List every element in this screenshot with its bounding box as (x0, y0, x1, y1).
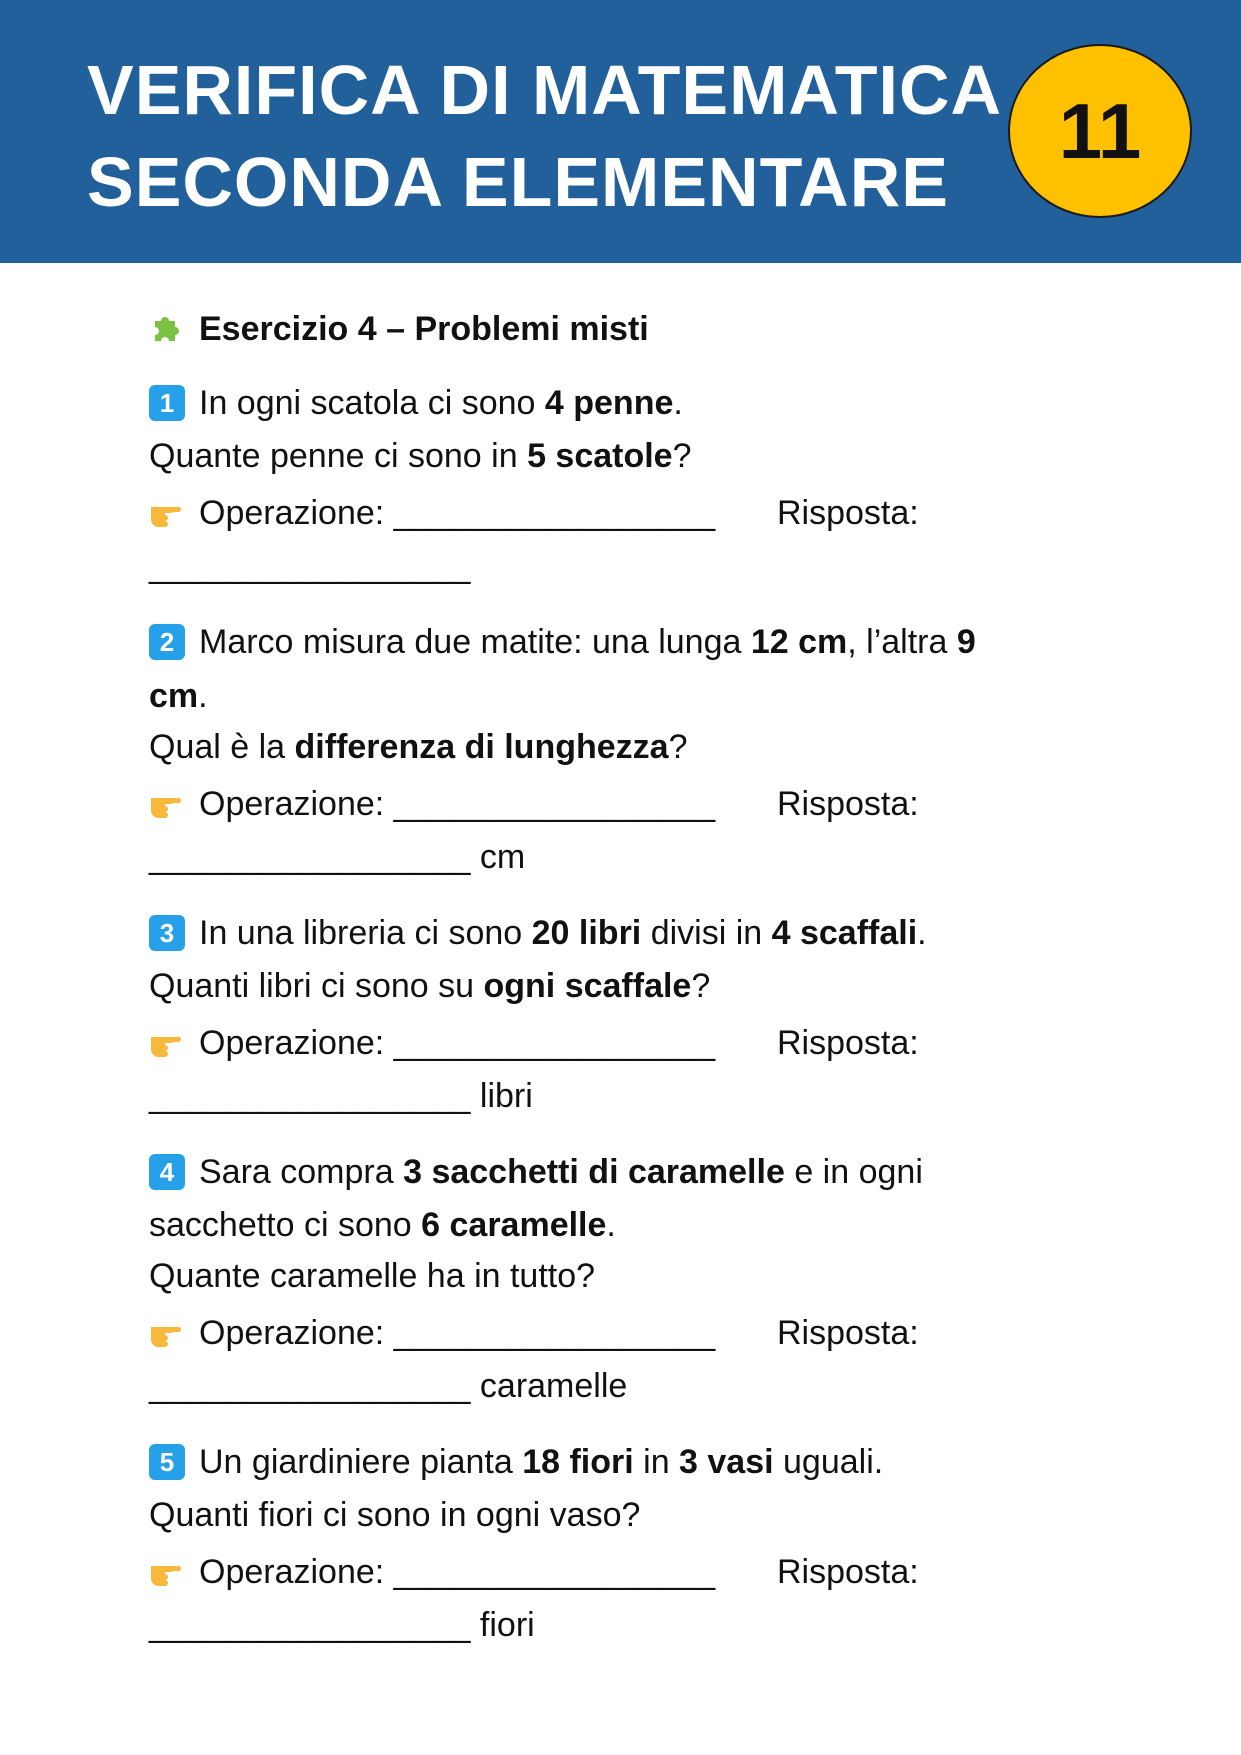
operation-label: Operazione: (199, 785, 394, 823)
unit-label: cm (470, 838, 526, 876)
problem-3-answer-field-row (149, 1073, 533, 1119)
problem-5-line-1: 5 Un giardiniere pianta 18 fiori in 3 vasi uguali. (149, 1439, 883, 1485)
answer-label: Risposta: (777, 1314, 919, 1352)
operation-field[interactable]: _________________ (393, 1314, 716, 1352)
operation-label: Operazione: (199, 1553, 394, 1591)
pointing-hand-icon (149, 493, 185, 529)
operation-field[interactable]: _________________ (393, 1553, 716, 1591)
unit-label: libri (470, 1077, 533, 1115)
unit-label: fiori (470, 1606, 535, 1644)
number-3-icon: 3 (149, 915, 185, 951)
exercise-title: Esercizio 4 – Problemi misti (199, 310, 649, 348)
answer-label: Risposta: (777, 494, 919, 532)
problem-5-answer-field-row (149, 1602, 535, 1648)
problem-2-line-1: 2 Marco misura due matite: una lunga 12 cm, l’altra 9 (149, 619, 976, 665)
exercise-heading (149, 306, 649, 352)
unit-label: caramelle (470, 1367, 628, 1405)
answer-field[interactable]: _________________ (149, 547, 471, 585)
problem-3-answer-row (149, 1020, 1079, 1066)
problem-1-line-2: Quante penne ci sono in 5 scatole? (149, 437, 692, 475)
operation-field[interactable]: _________________ (393, 494, 716, 532)
answer-label: Risposta: (777, 1024, 919, 1062)
number-5-icon: 5 (149, 1444, 185, 1480)
pointing-hand-icon (149, 1313, 185, 1349)
pointing-hand-icon (149, 784, 185, 820)
problem-2-line-2: Qual è la differenza di lunghezza? (149, 728, 688, 766)
operation-label: Operazione: (199, 494, 394, 532)
problem-5-answer-row (149, 1549, 1079, 1595)
puzzle-icon (149, 309, 185, 345)
title-line-2: SECONDA ELEMENTARE (87, 143, 949, 221)
problem-2-answer-row (149, 781, 1079, 827)
answer-label: Risposta: (777, 785, 919, 823)
problem-4-line-1: 4 Sara compra 3 sacchetti di caramelle e in ogni (149, 1149, 923, 1195)
page-number-badge: 11 (1008, 44, 1192, 218)
pointing-hand-icon (149, 1552, 185, 1588)
number-2-icon: 2 (149, 624, 185, 660)
problem-3-line-1: 3 In una libreria ci sono 20 libri divisi in 4 scaffali. (149, 910, 927, 956)
page-title (87, 44, 1002, 228)
operation-field[interactable]: _________________ (393, 785, 716, 823)
header-banner (0, 0, 1241, 263)
problem-2-answer-field-row (149, 834, 525, 880)
problem-1-answer-field-row (149, 543, 470, 589)
operation-label: Operazione: (199, 1314, 394, 1352)
problem-1-answer-row (149, 490, 1079, 536)
answer-field[interactable]: _________________ (149, 1077, 471, 1115)
problem-4-answer-field-row (149, 1363, 627, 1409)
operation-field[interactable]: _________________ (393, 1024, 716, 1062)
problem-5-line-2: Quanti fiori ci sono in ogni vaso? (149, 1496, 641, 1534)
pointing-hand-icon (149, 1023, 185, 1059)
title-line-1: VERIFICA DI MATEMATICA (87, 51, 1003, 129)
problem-3-line-2: Quanti libri ci sono su ogni scaffale? (149, 967, 711, 1005)
problem-2-line-1b: cm. (149, 677, 208, 715)
problem-1-line-1: 1 In ogni scatola ci sono 4 penne. (149, 380, 683, 426)
answer-label: Risposta: (777, 1553, 919, 1591)
problem-4-answer-row (149, 1310, 1079, 1356)
answer-field[interactable]: _________________ (149, 838, 471, 876)
answer-field[interactable]: _________________ (149, 1606, 471, 1644)
number-1-icon: 1 (149, 385, 185, 421)
answer-field[interactable]: _________________ (149, 1367, 471, 1405)
problem-4-line-2: Quante caramelle ha in tutto? (149, 1257, 596, 1295)
problem-4-line-1b: sacchetto ci sono 6 caramelle. (149, 1206, 616, 1244)
operation-label: Operazione: (199, 1024, 394, 1062)
number-4-icon: 4 (149, 1154, 185, 1190)
